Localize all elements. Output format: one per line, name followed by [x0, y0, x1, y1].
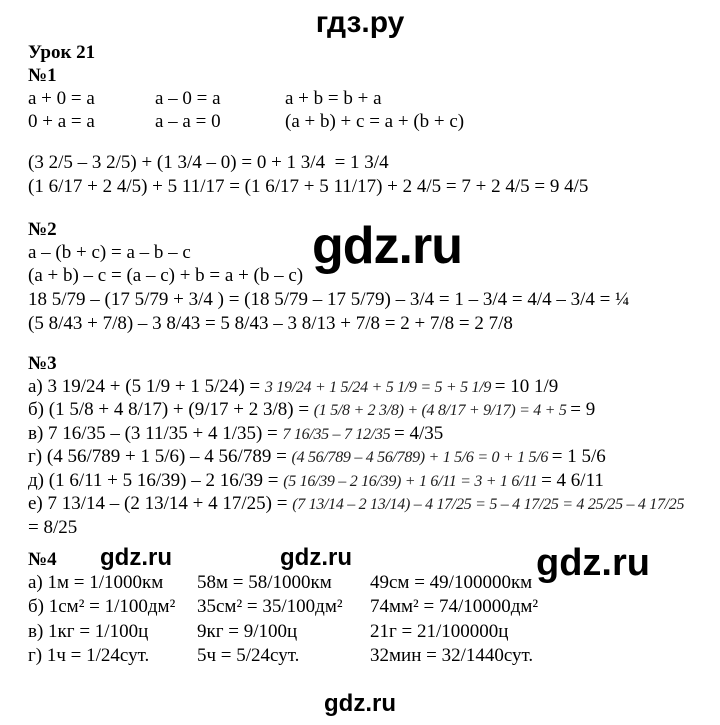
- task3-item-v: [28, 423, 443, 445]
- task2-line: (5 8/43 + 7/8) – 3 8/43 = 5 8/43 – 3 8/13 + 7/8 = 2 + 7/8 = 2 7/8: [28, 313, 513, 334]
- conversion-cell: 35см² = 35/100дм²: [197, 596, 343, 617]
- task3-work: 7 16/35 – 7 12/35: [282, 426, 395, 443]
- task4-label: №4: [28, 549, 57, 570]
- task3-item-e: [28, 493, 684, 515]
- site-logo-watermark-large: gdz.ru: [312, 217, 462, 275]
- conversion-cell: 58м = 58/1000км: [197, 572, 332, 593]
- task3-given: б) (1 5/8 + 4 8/17) + (9/17 + 2 3/8) =: [28, 399, 314, 420]
- task3-work: 3 19/24 + 1 5/24 + 5 1/9 = 5 + 5 1/9: [264, 379, 495, 396]
- task1-identity-row: [0, 88, 720, 110]
- identity-cell: a + b = b + a: [285, 88, 382, 109]
- task3-item-g: [28, 446, 606, 468]
- conversion-cell: 32мин = 32/1440сут.: [370, 645, 534, 666]
- task3-label: №3: [28, 353, 57, 374]
- conversion-cell: в) 1кг = 1/100ц: [28, 621, 149, 642]
- conversion-cell: б) 1см² = 1/100дм²: [28, 596, 176, 617]
- site-logo-watermark-footer: gdz.ru: [324, 690, 396, 717]
- task3-item-d: [28, 470, 604, 492]
- task3-given: д) (1 6/11 + 5 16/39) – 2 16/39 =: [28, 470, 284, 491]
- task1-identity-row: [0, 111, 720, 133]
- task3-result: = 10 1/9: [494, 376, 559, 397]
- task4-row-b: [0, 596, 720, 618]
- identity-cell: a + 0 = a: [28, 88, 95, 109]
- task1-example-line: (1 6/17 + 2 4/5) + 5 11/17 = (1 6/17 + 5 11/17) + 2 4/5 = 7 + 2 4/5 = 9 4/5: [28, 176, 589, 197]
- lesson-title: Урок 21: [28, 42, 96, 63]
- task3-work: (4 56/789 – 4 56/789) + 1 5/6 = 0 + 1 5/6: [291, 449, 552, 466]
- conversion-cell: 21г = 21/100000ц: [370, 621, 509, 642]
- site-logo-watermark-header: гдз.ру: [315, 6, 405, 39]
- task3-given: г) (4 56/789 + 1 5/6) – 4 56/789 =: [28, 446, 292, 467]
- task3-item-b: [28, 399, 595, 421]
- site-logo-watermark-small: gdz.ru: [100, 544, 172, 571]
- site-logo-watermark-medium: gdz.ru: [536, 542, 650, 584]
- task3-carry-line: = 8/25: [28, 517, 78, 538]
- task2-line: a – (b + c) = a – b – c: [28, 242, 191, 263]
- conversion-cell: 5ч = 5/24сут.: [197, 645, 300, 666]
- task2-line: (a + b) – c = (a – c) + b = a + (b – c): [28, 265, 304, 286]
- identity-cell: a – 0 = a: [155, 88, 221, 109]
- task3-given: в) 7 16/35 – (3 11/35 + 4 1/35) =: [28, 423, 283, 444]
- task3-result: = 4/35: [394, 423, 444, 444]
- site-logo-watermark-small: gdz.ru: [280, 544, 352, 571]
- task4-row-v: [0, 621, 720, 643]
- task3-work: (7 13/14 – 2 13/14) – 4 17/25 = 5 – 4 17/25 = 4 25/25 – 4 17/25: [292, 496, 685, 513]
- task3-item-a: [28, 376, 558, 398]
- identity-cell: a – a = 0: [155, 111, 221, 132]
- task3-result: = 4 6/11: [541, 470, 604, 491]
- task3-result: = 9: [570, 399, 596, 420]
- conversion-cell: 49см = 49/100000км: [370, 572, 533, 593]
- task2-label: №2: [28, 219, 57, 240]
- task4-row-g: [0, 645, 720, 667]
- task3-result: = 1 5/6: [551, 446, 606, 467]
- conversion-cell: г) 1ч = 1/24сут.: [28, 645, 150, 666]
- task2-line: 18 5/79 – (17 5/79 + 3/4 ) = (18 5/79 – 17 5/79) – 3/4 = 1 – 3/4 = 4/4 – 3/4 = ¼: [28, 289, 630, 310]
- conversion-cell: 74мм² = 74/10000дм²: [370, 596, 539, 617]
- task3-given: а) 3 19/24 + (5 1/9 + 1 5/24) =: [28, 376, 265, 397]
- task3-work: (1 5/8 + 2 3/8) + (4 8/17 + 9/17) = 4 + 5: [313, 402, 571, 419]
- task1-example-line: (3 2/5 – 3 2/5) + (1 3/4 – 0) = 0 + 1 3/4 = 1 3/4: [28, 152, 389, 173]
- identity-cell: (a + b) + c = a + (b + c): [285, 111, 465, 132]
- task3-work: (5 16/39 – 2 16/39) + 1 6/11 = 3 + 1 6/11: [283, 473, 542, 490]
- conversion-cell: а) 1м = 1/1000км: [28, 572, 164, 593]
- conversion-cell: 9кг = 9/100ц: [197, 621, 298, 642]
- task3-given: е) 7 13/14 – (2 13/14 + 4 17/25) =: [28, 493, 293, 514]
- identity-cell: 0 + a = a: [28, 111, 95, 132]
- task1-label: №1: [28, 65, 57, 86]
